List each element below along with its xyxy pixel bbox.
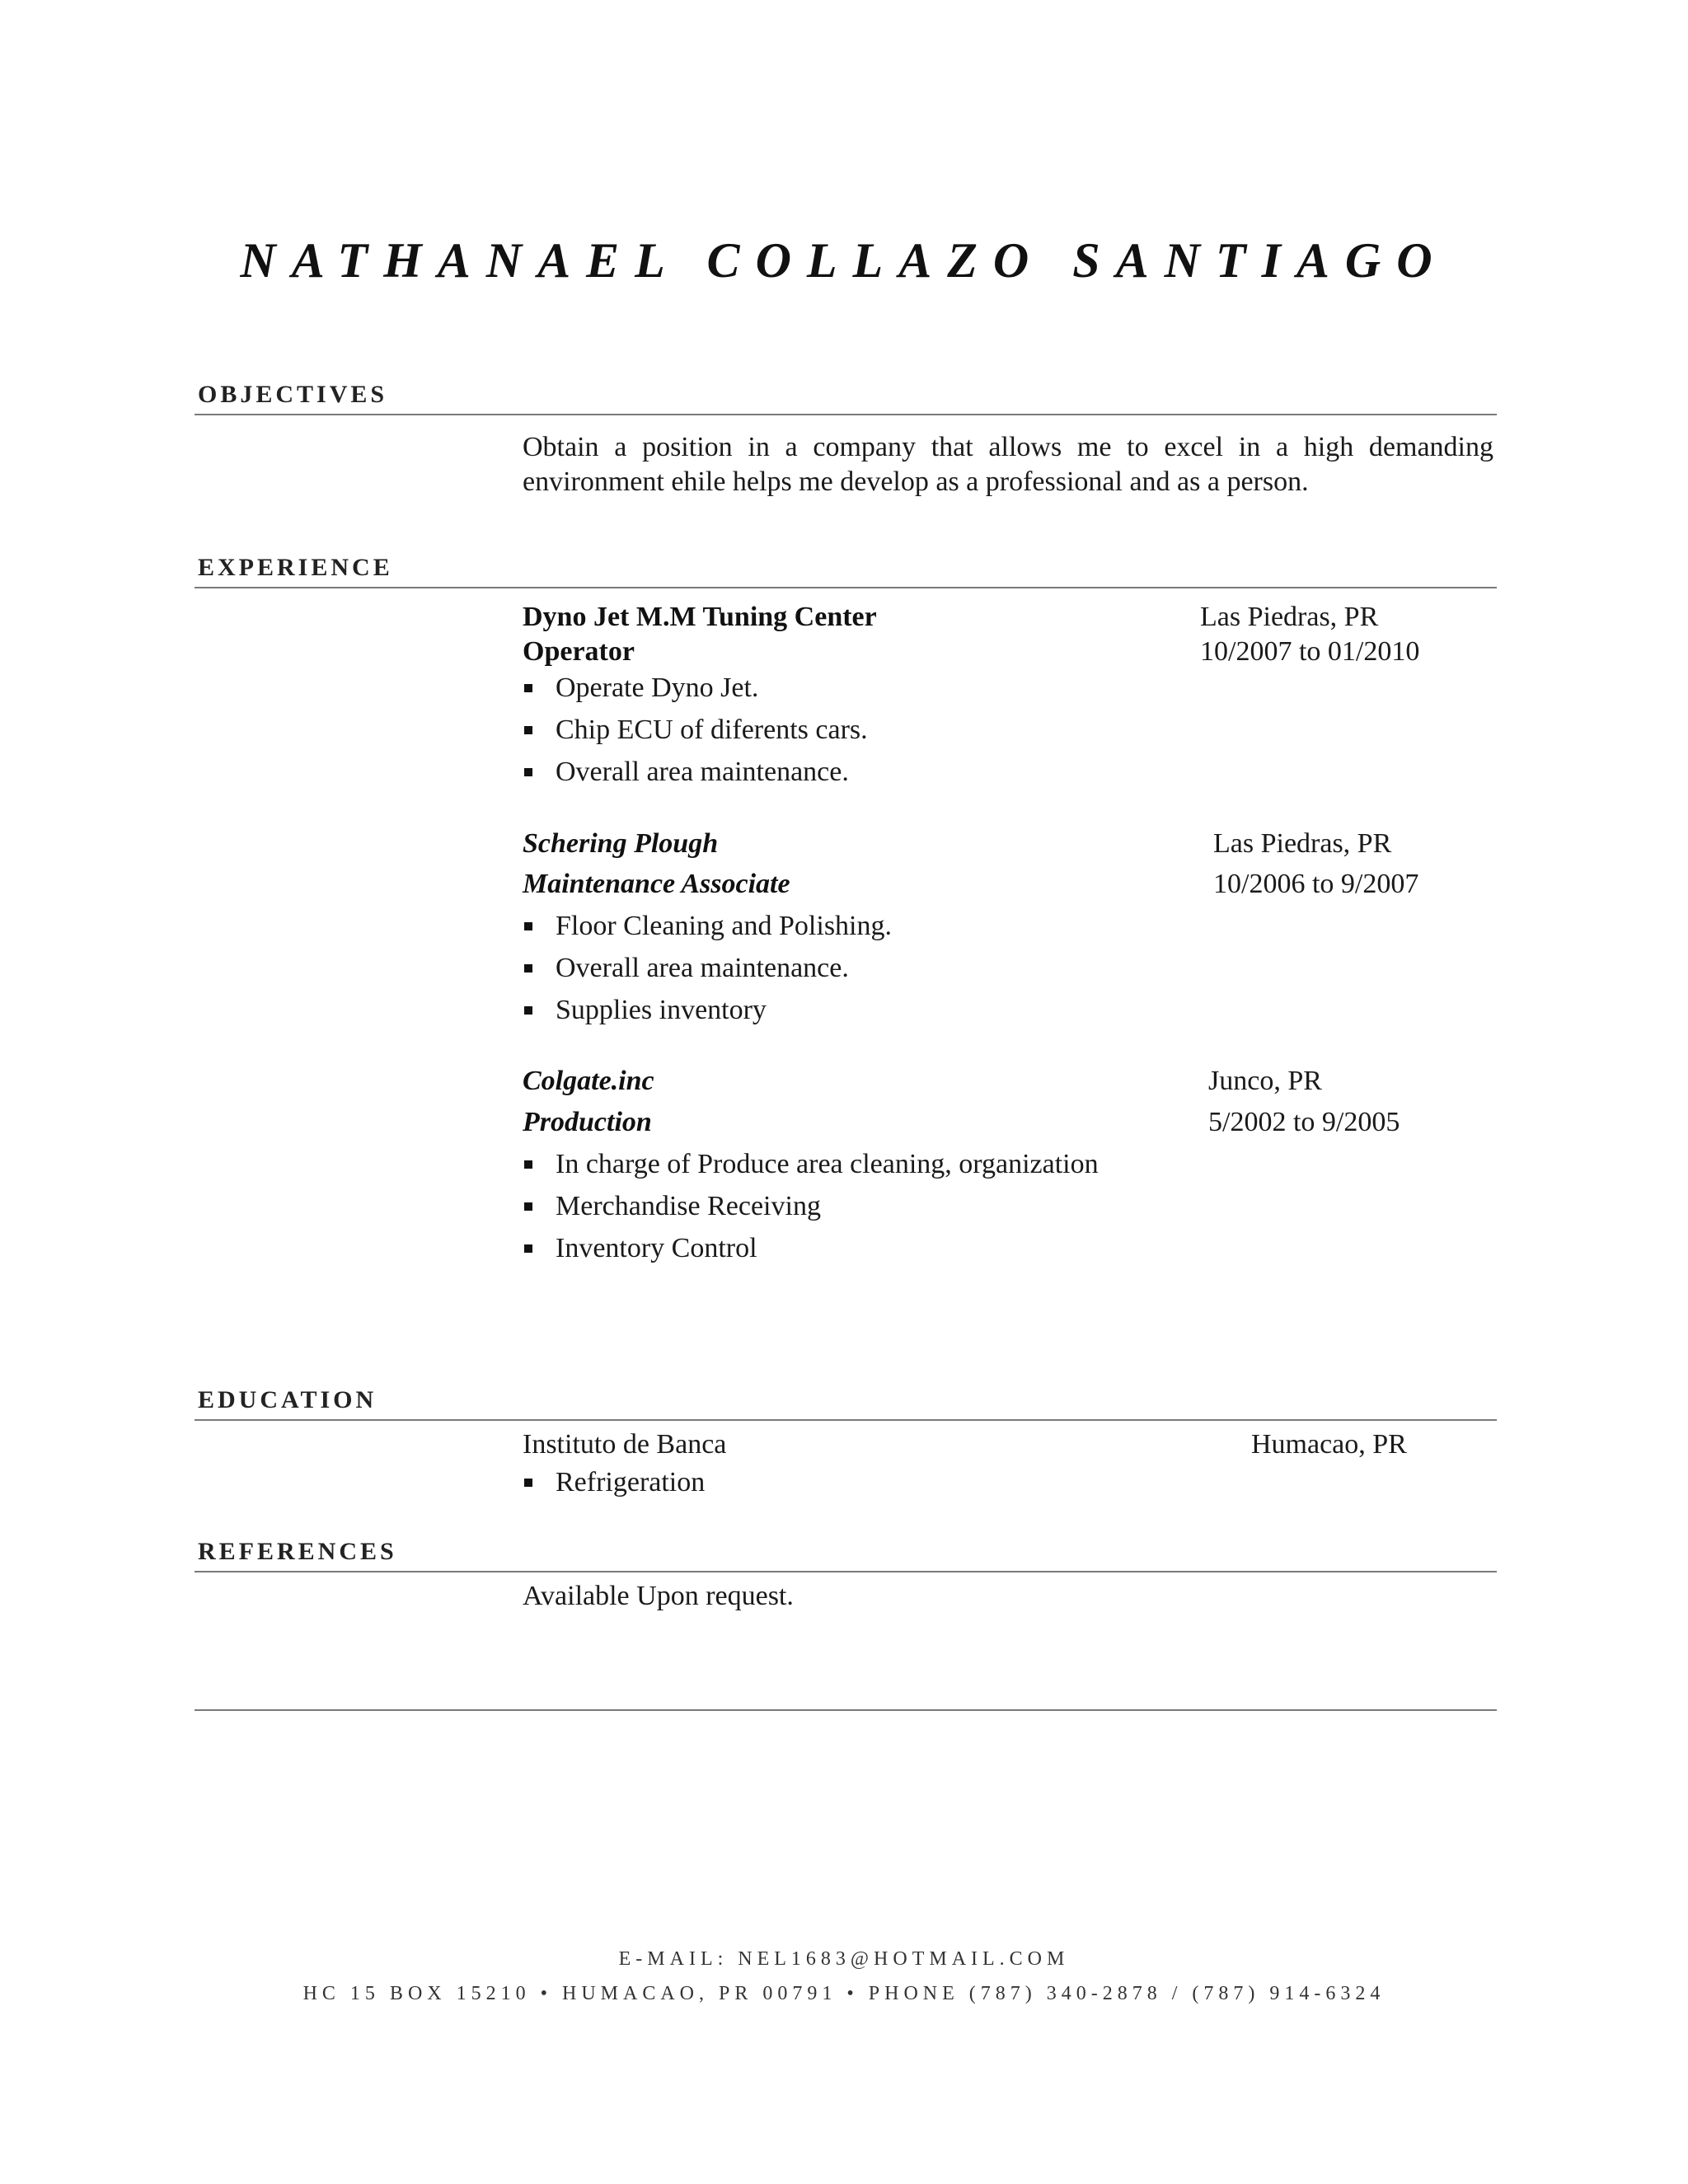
job-title: Production bbox=[523, 1107, 652, 1137]
bottom-divider bbox=[195, 1709, 1497, 1711]
list-item: Overall area maintenance. bbox=[523, 758, 868, 786]
objectives-divider bbox=[195, 414, 1497, 415]
education-list bbox=[523, 1469, 705, 1511]
education-school: Instituto de Banca bbox=[523, 1429, 727, 1460]
job-location: Las Piedras, PR bbox=[1213, 828, 1392, 859]
footer-email: E-MAIL: NEL1683@HOTMAIL.COM bbox=[618, 1948, 1070, 1970]
bullet-square-icon bbox=[524, 964, 532, 972]
bullet-square-icon bbox=[524, 1160, 532, 1169]
references-divider bbox=[195, 1571, 1497, 1572]
bullet-square-icon bbox=[524, 768, 532, 776]
list-item: In charge of Produce area cleaning, organization bbox=[523, 1151, 1099, 1179]
job-title: Maintenance Associate bbox=[523, 869, 790, 899]
job-title: Operator bbox=[523, 636, 635, 667]
job-location: Junco, PR bbox=[1208, 1066, 1322, 1096]
references-heading: REFERENCES bbox=[198, 1538, 397, 1565]
job-company: Schering Plough bbox=[523, 828, 719, 859]
list-item: Operate Dyno Jet. bbox=[523, 674, 868, 702]
objectives-text: Obtain a position in a company that allows me to excel in a high demanding environment ehile helps me develop as a professional and as a person. bbox=[523, 432, 1493, 497]
list-item: Floor Cleaning and Polishing. bbox=[523, 912, 892, 940]
bullet-square-icon bbox=[524, 1244, 532, 1253]
bullet-square-icon bbox=[524, 1202, 532, 1211]
job-location: Las Piedras, PR bbox=[1200, 602, 1379, 632]
list-item: Supplies inventory bbox=[523, 996, 892, 1024]
list-item: Inventory Control bbox=[523, 1235, 1099, 1263]
footer-contact: HC 15 BOX 15210 • HUMACAO, PR 00791 • PHONE (787) 340-2878 / (787) 914-6324 bbox=[302, 1983, 1386, 2004]
list-item: Overall area maintenance. bbox=[523, 954, 892, 982]
list-item: Chip ECU of diferents cars. bbox=[523, 716, 868, 744]
job-duties-list bbox=[523, 912, 892, 1038]
job-dates: 10/2007 to 01/2010 bbox=[1200, 636, 1420, 667]
job-company: Colgate.inc bbox=[523, 1066, 654, 1096]
education-heading: EDUCATION bbox=[198, 1386, 377, 1413]
bullet-square-icon bbox=[524, 1006, 532, 1015]
list-item: Merchandise Receiving bbox=[523, 1193, 1099, 1221]
bullet-square-icon bbox=[524, 1479, 532, 1487]
job-duties-list bbox=[523, 1151, 1099, 1277]
candidate-name: NATHANAEL COLLAZO SANTIAGO bbox=[240, 233, 1448, 288]
references-text: Available Upon request. bbox=[523, 1581, 794, 1611]
education-location: Humacao, PR bbox=[1251, 1429, 1407, 1460]
job-dates: 10/2006 to 9/2007 bbox=[1213, 869, 1419, 899]
bullet-square-icon bbox=[524, 922, 532, 930]
education-divider bbox=[195, 1419, 1497, 1421]
list-item: Refrigeration bbox=[523, 1469, 705, 1497]
job-duties-list bbox=[523, 674, 868, 800]
bullet-square-icon bbox=[524, 726, 532, 734]
bullet-square-icon bbox=[524, 684, 532, 692]
job-dates: 5/2002 to 9/2005 bbox=[1208, 1107, 1400, 1137]
objectives-heading: OBJECTIVES bbox=[198, 381, 388, 408]
job-company: Dyno Jet M.M Tuning Center bbox=[523, 602, 877, 632]
experience-heading: EXPERIENCE bbox=[198, 554, 393, 581]
experience-divider bbox=[195, 587, 1497, 588]
